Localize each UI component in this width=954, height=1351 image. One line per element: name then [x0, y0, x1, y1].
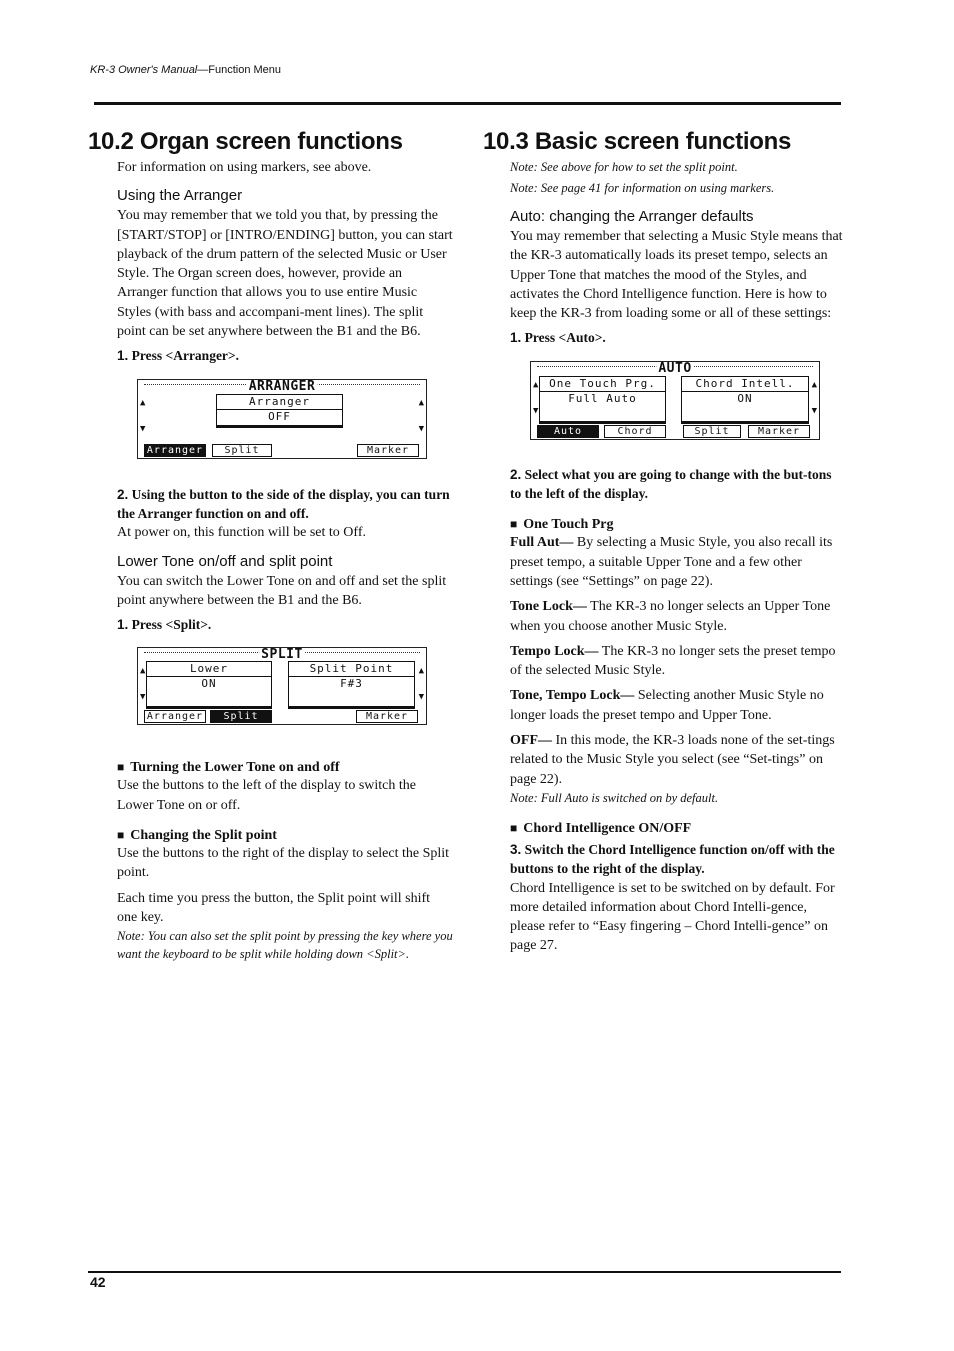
tab-split: Split [210, 710, 272, 723]
section-title-organ: 10.2 Organ screen functions [88, 128, 403, 155]
split-point-note: Note: You can also set the split point by pressing the key where you want the keyboard to be split while holding down <Split>. [117, 929, 453, 962]
box-label: One Touch Prg. [540, 377, 665, 392]
subheading-chord-intelligence: ■ Chord Intelligence ON/OFF [510, 820, 843, 837]
off-text: OFF— In this mode, the KR-3 loads none of the set-tings related to the Music Style you select (see “Set-tings” on page 22). [510, 733, 835, 787]
full-auto-text: Full Aut— By selecting a Music Style, you also recall its preset tempo, a suitable Upper Tone and a few other settings (see “Settings” on page 22). [510, 535, 833, 589]
subheading-split-point: ■ Changing the Split point [117, 827, 453, 844]
auto-step-2: 2. Select what you are going to change with the but-tons to the left of the display. [510, 466, 832, 502]
up-arrow-icon: ▲ [140, 397, 146, 408]
full-auto-note: Note: Full Auto is switched on by default. [510, 790, 719, 805]
lcd-arranger [137, 379, 427, 459]
note-split-point: Note: See above for how to set the split point. [510, 160, 738, 174]
split-point-box [288, 661, 415, 709]
intro-text: For information on using markers, see above. [117, 160, 372, 175]
right-column [483, 126, 843, 956]
one-touch-box [539, 376, 666, 424]
box-label: Chord Intell. [682, 377, 808, 392]
arranger-setting-box [216, 394, 343, 428]
subheading-lower-on-off: ■ Turning the Lower Tone on and off [117, 759, 453, 776]
box-value: ON [737, 391, 753, 405]
lcd-title: AUTO [658, 360, 692, 376]
page-number: 42 [90, 1274, 106, 1290]
down-arrow-icon: ▼ [811, 405, 817, 416]
top-rule [94, 102, 841, 105]
arranger-step-2: 2. Using the button to the side of the display, you can turn the Arranger function on and off. [117, 486, 450, 521]
split-point-body-2: Each time you press the button, the Split point will shift one key. [117, 890, 431, 925]
note-markers: Note: See page 41 for information on using markers. [510, 181, 775, 195]
chord-step-3: 3. Switch the Chord Intelligence function on/off with the buttons to the right of the display. [510, 841, 835, 877]
lcd-title: ARRANGER [248, 378, 316, 394]
box-label: Lower [147, 662, 271, 677]
running-header [90, 64, 281, 76]
arranger-step-2-note: At power on, this function will be set to Off. [117, 525, 366, 541]
split-point-body-1: Use the buttons to the right of the display to select the Split point. [117, 846, 450, 881]
heading-using-arranger: Using the Arranger [117, 187, 243, 205]
tab-chord: Chord [604, 425, 666, 438]
box-value: F#3 [340, 677, 363, 691]
manual-title: KR-3 Owner's Manual [90, 64, 198, 76]
tone-lock-text: Tone Lock— The KR-3 no longer selects an Upper Tone when you choose another Music Style. [510, 599, 831, 634]
box-value: Full Auto [568, 391, 637, 405]
tempo-lock-text: Tempo Lock— The KR-3 no longer sets the preset tempo of the selected Music Style. [510, 643, 836, 679]
down-arrow-icon: ▼ [140, 423, 146, 434]
section-name: —Function Menu [197, 64, 282, 76]
tab-marker: Marker [356, 710, 418, 723]
section-title-basic: 10.3 Basic screen functions [483, 128, 792, 155]
box-label: Split Point [289, 662, 414, 677]
lower-body: You can switch the Lower Tone on and off and set the split point anywhere between the B1 and the B6. [117, 573, 447, 608]
down-arrow-icon: ▼ [418, 423, 424, 434]
up-arrow-icon: ▲ [533, 379, 539, 390]
subheading-one-touch: ■ One Touch Prg [510, 516, 843, 533]
down-arrow-icon: ▼ [533, 405, 539, 416]
box-value: ON [201, 677, 217, 691]
tab-split: Split [212, 444, 272, 457]
box-value: OFF [268, 409, 291, 423]
box-label: Arranger [217, 395, 342, 410]
auto-step-1: 1. Press <Auto>. [510, 330, 606, 346]
lcd-title: SPLIT [261, 647, 303, 663]
lcd-split [137, 647, 427, 725]
auto-body: You may remember that selecting a Music Style means that the KR-3 automatically loads its preset tempo, selects an Upper Tone that matches the mood of the Styles, and activates the Chord Intelligence function. Here is how to keep the KR-3 from loading some or all of these settings: [510, 229, 843, 322]
heading-lower-tone: Lower Tone on/off and split point [117, 552, 333, 570]
heading-auto: Auto: changing the Arranger defaults [510, 208, 754, 225]
bottom-rule [88, 1271, 841, 1273]
lower-step-1: 1. Press <Split>. [117, 617, 212, 633]
up-arrow-icon: ▲ [811, 379, 817, 390]
chord-intell-box [681, 376, 809, 424]
tab-split: Split [683, 425, 741, 438]
lower-on-off-body: Use the buttons to the left of the display to switch the Lower Tone on or off. [117, 778, 417, 813]
tab-marker: Marker [357, 444, 419, 457]
left-column [88, 126, 453, 963]
lower-setting-box [146, 661, 272, 709]
tab-auto: Auto [537, 425, 599, 438]
up-arrow-icon: ▲ [418, 666, 424, 677]
chord-body: Chord Intelligence is set to be switched on by default. For more detailed information about Chord Intelli-gence, please refer to “Easy fingering – Chord Intelli-gence” on page 27. [510, 880, 835, 954]
tab-arranger: Arranger [144, 444, 206, 457]
lcd-auto [530, 361, 820, 440]
up-arrow-icon: ▲ [418, 397, 424, 408]
up-arrow-icon: ▲ [140, 666, 146, 677]
down-arrow-icon: ▼ [418, 692, 424, 703]
tab-arranger: Arranger [144, 710, 206, 723]
arranger-step-1: 1. Press <Arranger>. [117, 348, 239, 364]
tab-marker: Marker [748, 425, 810, 438]
down-arrow-icon: ▼ [140, 692, 146, 703]
tone-tempo-lock-text: Tone, Tempo Lock— Selecting another Music Style no longer loads the preset tempo and Upper Tone. [510, 688, 824, 723]
arranger-body: You may remember that we told you that, by pressing the [START/STOP] or [INTRO/ENDING] button, you can start playback of the drum pattern of the selected Music or User Style. The Organ screen does, however, provide an Arranger function that allows you to use entire Music Styles (with bass and accompani-ment lines). The split point can be set anywhere between the B1 and the B6. [117, 208, 453, 340]
